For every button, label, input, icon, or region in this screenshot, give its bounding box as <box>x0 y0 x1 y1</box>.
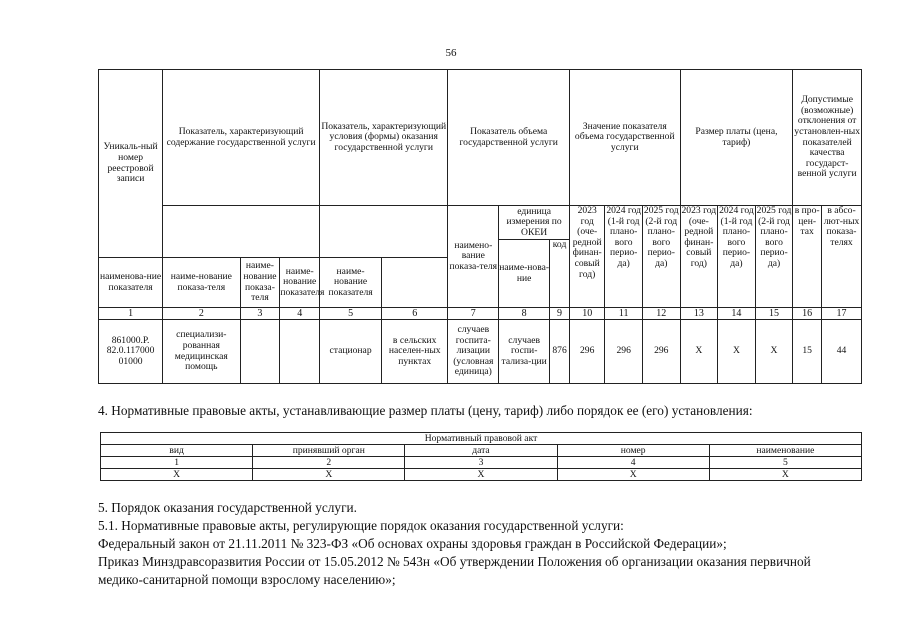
condition-form-cell: стационар <box>320 320 382 384</box>
indicator-name-header: наимено-вание показа-теля <box>448 206 499 308</box>
column-number: 16 <box>793 308 822 320</box>
okei-code-header: код <box>550 240 570 308</box>
deviation-header: Допустимые (возможные) отклонения от установлен-ных показателей качества государст-венной услуги <box>793 70 862 206</box>
column-number: 15 <box>755 308 793 320</box>
year-2025-volume-header: 2025 год (2-й год плано-вого перио-да) <box>642 206 680 308</box>
sub-indicator-name-4: наиме-нование показателя <box>280 258 320 308</box>
in-absolute-header: в абсо-лют-ных показа-телях <box>822 206 862 308</box>
sub-indicator-name-1: наименова-ние показателя <box>99 258 163 308</box>
content-indicator-2-cell <box>240 320 280 384</box>
year-2023-fee-header: 2023 год (оче-редной финан-совый год) <box>680 206 718 308</box>
legal-act-line-2: Приказ Минздравсоразвития России от 15.05.2012 № 543н «Об утверждении Положения об организации оказания первичной <box>98 554 811 569</box>
fee-2024-cell: X <box>718 320 756 384</box>
column-number: 1 <box>99 308 163 320</box>
year-2023-volume-header: 2023 год (оче-редной финан-совый год) <box>570 206 605 308</box>
content-empty-cell <box>163 206 320 258</box>
volume-indicator-header: Показатель объема государственной услуги <box>448 70 570 206</box>
acts-value-cell: X <box>253 469 405 481</box>
fee-size-header: Размер платы (цена, тариф) <box>680 70 793 206</box>
legal-act-line-1: Федеральный закон от 21.11.2011 № 323-ФЗ «Об основах охраны здоровья граждан в Российской Федерации»; <box>98 536 727 551</box>
unique-number-header: Уникаль-ный номер реестровой записи <box>99 70 163 258</box>
sub-indicator-name-2: наиме-нование показа-теля <box>163 258 240 308</box>
table-row <box>101 469 862 481</box>
okei-name-header: наиме-нова-ние <box>499 240 550 308</box>
volume-2023-cell: 296 <box>570 320 605 384</box>
in-percent-header: в про-цен-тах <box>793 206 822 308</box>
conditions-indicator-header: Показатель, характеризующий условия (формы) оказания государственной услуги <box>320 70 448 206</box>
okei-unit-header: единица измерения по ОКЕИ <box>499 206 570 240</box>
section-5-heading: 5. Порядок оказания государственной услуги. <box>98 500 357 515</box>
column-number: 13 <box>680 308 718 320</box>
acts-header-type: вид <box>101 445 253 457</box>
year-2024-fee-header: 2024 год (1-й год плано-вого перио-да) <box>718 206 756 308</box>
column-numbers-row <box>99 308 862 320</box>
column-number: 12 <box>642 308 680 320</box>
acts-header-body: принявший орган <box>253 445 405 457</box>
okei-code-cell: 876 <box>550 320 570 384</box>
column-number: 4 <box>280 308 320 320</box>
acts-column-number: 3 <box>405 457 557 469</box>
column-number: 7 <box>448 308 499 320</box>
acts-value-cell: X <box>557 469 709 481</box>
column-number: 8 <box>499 308 550 320</box>
acts-header-name: наименование <box>709 445 861 457</box>
fee-2025-cell: X <box>755 320 793 384</box>
acts-header-date: дата <box>405 445 557 457</box>
volume-2024-cell: 296 <box>605 320 643 384</box>
condition-location-cell: в сельских населен-ных пунктах <box>382 320 448 384</box>
volume-indicator-cell: случаев госпита-лизации (условная единица) <box>448 320 499 384</box>
conditions-empty-cell <box>320 206 448 258</box>
table-row <box>99 320 862 384</box>
year-2024-volume-header: 2024 год (1-й год плано-вого перио-да) <box>605 206 643 308</box>
column-number: 9 <box>550 308 570 320</box>
column-number: 6 <box>382 308 448 320</box>
content-indicator-header: Показатель, характеризующий содержание государственной услуги <box>163 70 320 206</box>
section-5-1-heading: 5.1. Нормативные правовые акты, регулирующие порядок оказания государственной услуги: <box>98 518 624 533</box>
service-volume-table <box>98 69 862 384</box>
deviation-absolute-cell: 44 <box>822 320 862 384</box>
acts-column-number: 4 <box>557 457 709 469</box>
sub-indicator-name-5: наиме-нование показателя <box>320 258 382 308</box>
content-indicator-cell: специализи-рованная медицинская помощь <box>163 320 240 384</box>
fee-2023-cell: X <box>680 320 718 384</box>
column-number: 10 <box>570 308 605 320</box>
acts-column-number: 1 <box>101 457 253 469</box>
year-2025-fee-header: 2025 год (2-й год плано-вого перио-да) <box>755 206 793 308</box>
column-number: 2 <box>163 308 240 320</box>
acts-column-number: 5 <box>709 457 861 469</box>
column-number: 5 <box>320 308 382 320</box>
okei-name-cell: случаев госпи-тализа-ции <box>499 320 550 384</box>
page-number: 56 <box>445 47 457 59</box>
acts-value-cell: X <box>405 469 557 481</box>
column-number: 3 <box>240 308 280 320</box>
acts-value-cell: X <box>709 469 861 481</box>
volume-value-header: Значение показателя объема государственной услуги <box>570 70 681 206</box>
acts-header-number: номер <box>557 445 709 457</box>
column-number: 11 <box>605 308 643 320</box>
content-indicator-3-cell <box>280 320 320 384</box>
acts-column-number: 2 <box>253 457 405 469</box>
registry-number-cell: 861000.Р. 82.0.117000 01000 <box>99 320 163 384</box>
legal-acts-table <box>100 432 862 481</box>
acts-value-cell: X <box>101 469 253 481</box>
legal-act-line-3: медико-санитарной помощи взрослому населению»; <box>98 572 396 587</box>
sub-indicator-name-3: наиме-нование показа-теля <box>240 258 280 308</box>
section-4-heading: 4. Нормативные правовые акты, устанавливающие размер платы (цену, тариф) либо порядок ее (его) установления: <box>98 403 753 418</box>
volume-2025-cell: 296 <box>642 320 680 384</box>
deviation-percent-cell: 15 <box>793 320 822 384</box>
column-number: 14 <box>718 308 756 320</box>
column-number: 17 <box>822 308 862 320</box>
legal-acts-title: Нормативный правовой акт <box>101 433 862 445</box>
